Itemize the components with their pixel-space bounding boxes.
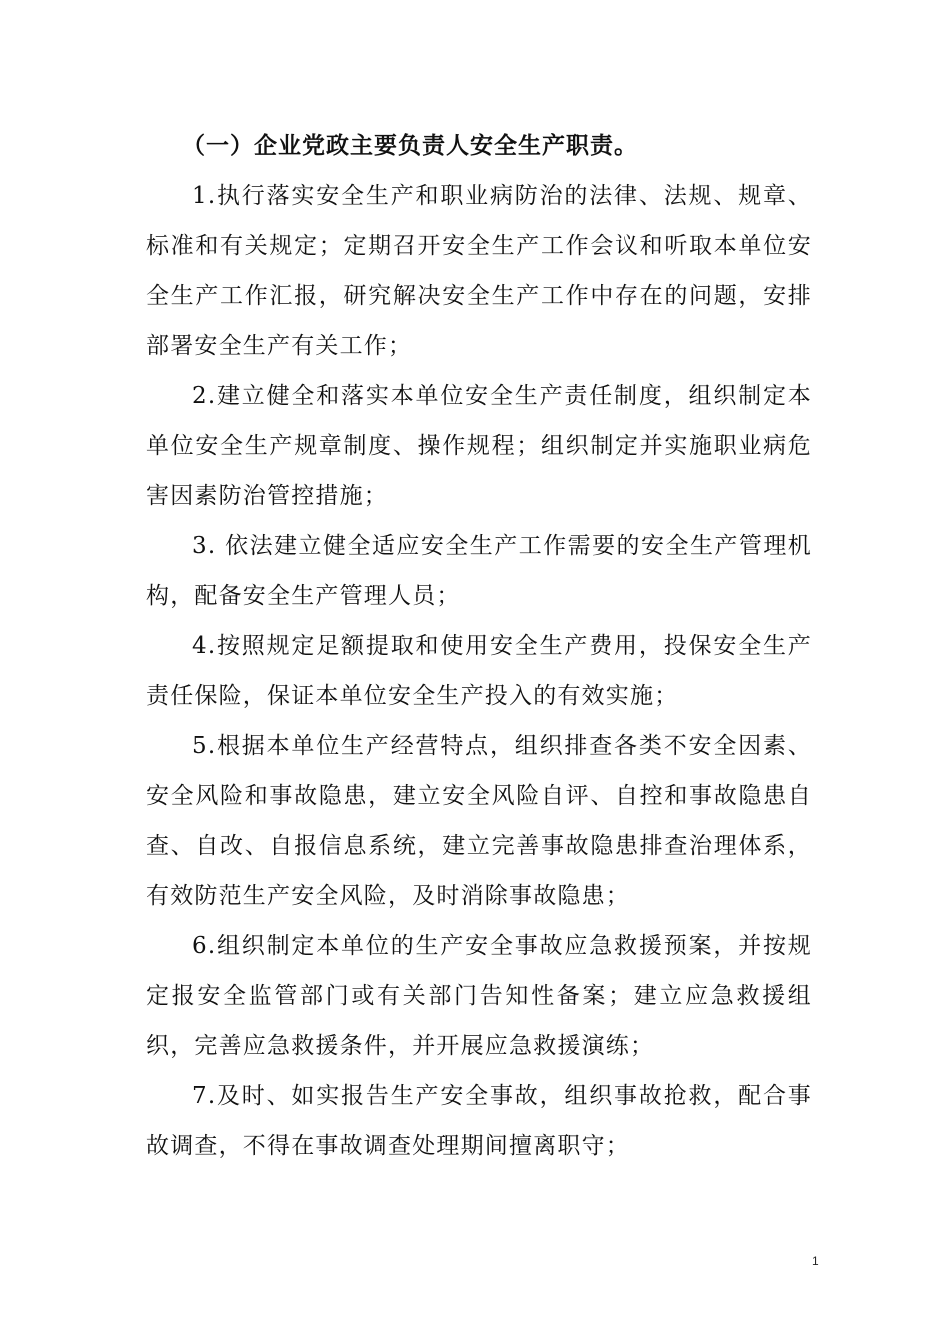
paragraph-item-1: 1.执行落实安全生产和职业病防治的法律、法规、规章、标准和有关规定；定期召开安全生产工作会议和听取本单位安全生产工作汇报，研究解决安全生产工作中存在的问题，安排部署安全生产有关工作； [146,183,812,359]
document-body [146,121,812,1171]
paragraph-item-7: 7.及时、如实报告生产安全事故，组织事故抢救，配合事故调查，不得在事故调查处理期间擅离职守； [146,1083,812,1159]
page-number: 1 [812,1254,819,1268]
paragraph-item-5: 5.根据本单位生产经营特点，组织排查各类不安全因素、安全风险和事故隐患，建立安全风险自评、自控和事故隐患自查、自改、自报信息系统，建立完善事故隐患排查治理体系，有效防范生产安全风险，及时消除事故隐患； [146,733,812,909]
section-heading: （一）企业党政主要负责人安全生产职责。 [182,132,638,159]
paragraph-item-4: 4.按照规定足额提取和使用安全生产费用，投保安全生产责任保险，保证本单位安全生产投入的有效实施； [146,633,812,709]
paragraph-item-3: 3. 依法建立健全适应安全生产工作需要的安全生产管理机构，配备安全生产管理人员； [146,533,812,609]
paragraph-item-6: 6.组织制定本单位的生产安全事故应急救援预案，并按规定报安全监管部门或有关部门告知性备案；建立应急救援组织，完善应急救援条件，并开展应急救援演练； [146,933,812,1059]
paragraph-item-2: 2.建立健全和落实本单位安全生产责任制度，组织制定本单位安全生产规章制度、操作规程；组织制定并实施职业病危害因素防治管控措施； [146,383,812,509]
